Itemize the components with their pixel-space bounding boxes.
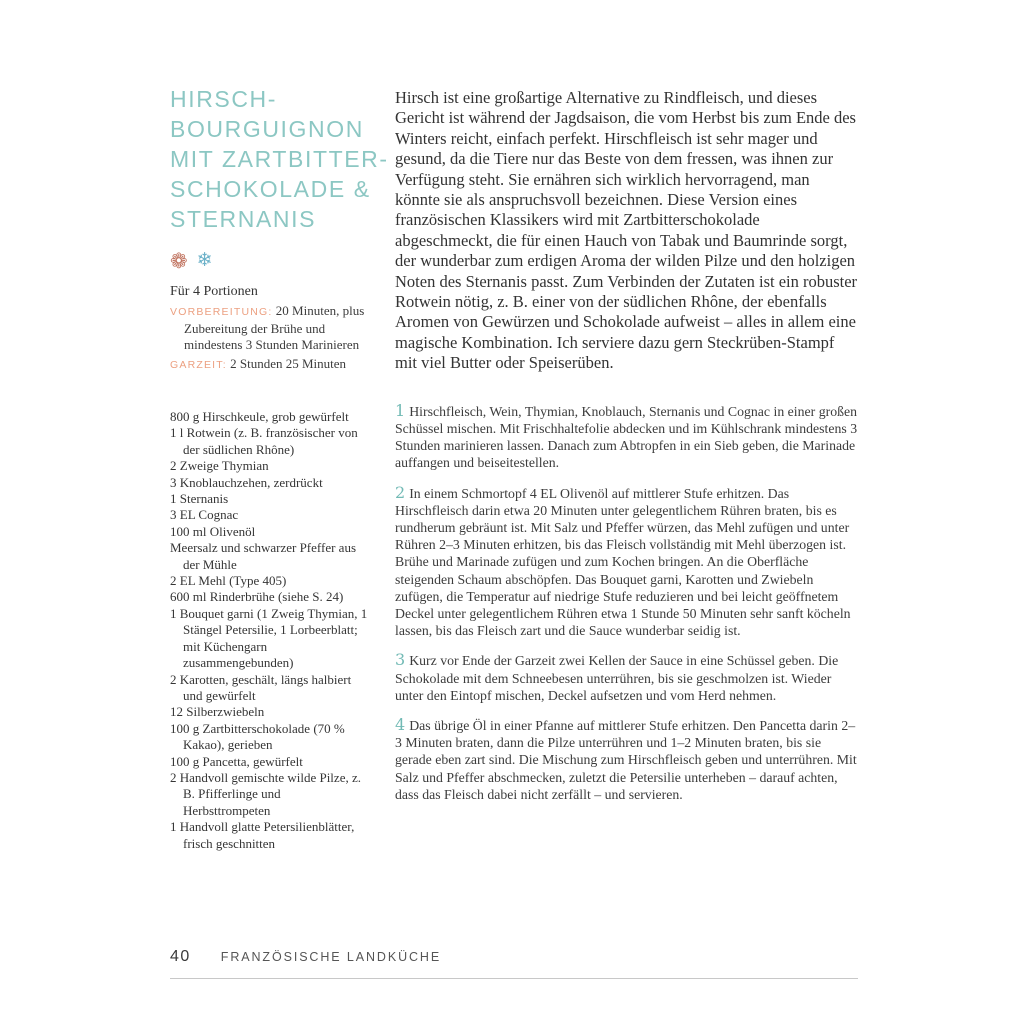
autumn-flower-icon: ❁ [170, 249, 188, 273]
recipe-title [170, 84, 389, 234]
ingredient-item: Meersalz und schwarzer Pfeffer aus der Mühle [170, 540, 357, 572]
ingredient-item: 3 EL Cognac [170, 507, 239, 523]
ingredient-item: 1 l Rotwein (z. B. französischer von der südlichen Rhône) [170, 425, 358, 457]
step-text: Das übrige Öl in einer Pfanne auf mittlerer Stufe erhitzen. Den Pancetta darin 2–3 Minuten braten, dann die Pilze unterrühren und 1–2 Minuten braten, bis sie gerade eben zart sind. Die Mischung zum Hirschfleisch geben und unterrühren. Mit Salz und Pfeffer abschmecken, zuletzt die Petersilie unterheben – darauf achten, dass das Fleisch dabei nicht zerfällt – und servieren. [395, 717, 857, 802]
title-line: MIT ZARTBITTER- [170, 146, 389, 172]
cook-text: 2 Stunden 25 Minuten [226, 355, 347, 371]
ingredient-item: 1 Sternanis [170, 491, 229, 507]
ingredient-item: 600 ml Rinderbrühe (siehe S. 24) [170, 589, 344, 605]
prep-label: VORBEREITUNG: [170, 306, 273, 318]
ingredient-item: 800 g Hirschkeule, grob gewürfelt [170, 409, 349, 424]
season-icons [170, 250, 370, 272]
step-number: 3 [395, 650, 406, 670]
prep-text: 20 Minuten, plus Zubereitung der Brühe und mindestens 3 Stunden Marinieren [184, 303, 365, 352]
ingredient-list [170, 409, 370, 852]
title-line: BOURGUIGNON [170, 116, 364, 142]
step-number: 2 [395, 482, 406, 502]
cook-time [170, 356, 370, 374]
ingredient-item: 2 Handvoll gemischte wilde Pilze, z. B. Pfifferlinge und Herbsttrompeten [170, 769, 361, 818]
ingredient-item: 3 Knoblauchzehen, zerdrückt [170, 474, 323, 490]
recipe-step [395, 716, 858, 803]
ingredient-item: 1 Bouquet garni (1 Zweig Thymian, 1 Stängel Petersilie, 1 Lorbeerblatt; mit Küchengarn zusammengebunden) [170, 605, 368, 671]
recipe-step [395, 484, 858, 640]
cook-label: GARZEIT: [170, 358, 227, 371]
page-footer [170, 948, 858, 979]
ingredient-item: 2 Zweige Thymian [170, 458, 269, 474]
ingredient-item: 2 EL Mehl (Type 405) [170, 573, 287, 589]
title-line: STERNANIS [170, 206, 317, 232]
ingredient-item: 2 Karotten, geschält, längs halbiert und gewürfelt [170, 671, 352, 703]
recipe-steps [395, 402, 858, 803]
title-line: SCHOKOLADE & [170, 176, 371, 202]
title-line: HIRSCH- [170, 86, 278, 112]
ingredient-item: 12 Silberzwiebeln [170, 704, 265, 720]
snowflake-icon: ❄ [196, 250, 213, 271]
recipe-step [395, 651, 858, 704]
step-text: In einem Schmortopf 4 EL Olivenöl auf mittlerer Stufe erhitzen. Das Hirschfleisch darin etwa 20 Minuten unter gelegentlichem Rühren braten, bis es rundherum gebräunt ist. Mit Salz und Pfeffer würzen, das Mehl zufügen und unter Rühren 2–3 Minuten erhitzen, bis das Fleisch vollständig mit Mehl überzogen ist. Brühe und Marinade zufügen und zum Kochen bringen. An die Oberfläche steigenden Schaum abschöpfen. Das Bouquet garni, Karotten und Zwiebeln zufügen, die Temperatur auf niedrige Stufe reduzieren und bei leicht geöffnetem Deckel unter gelegentlichem Rühren etwa 1 Stunde 50 Minuten sehr sanft köcheln lassen, bis das Fleisch zart und die Sauce wunderbar seidig ist. [395, 485, 851, 639]
step-text: Kurz vor Ende der Garzeit zwei Kellen der Sauce in eine Schüssel geben. Die Schokolade mit dem Schneebesen unterrühren, bis sie geschmolzen ist. Wieder unter den Eintopf mischen, Deckel aufsetzen und vom Herd nehmen. [395, 653, 839, 703]
book-title: FRANZÖSISCHE LANDKÜCHE [220, 950, 442, 964]
prep-time [170, 303, 370, 354]
step-text: Hirschfleisch, Wein, Thymian, Knoblauch, Sternanis und Cognac in einer großen Schüssel mischen. Mit Frischhaltefolie abdecken und im Kühlschrank mindestens 3 Stunden marinieren lassen. Danach zum Abtropfen in ein Sieb geben, die Marinade auffangen und beiseitestellen. [395, 403, 858, 471]
ingredient-item: 100 g Pancetta, gewürfelt [170, 753, 303, 769]
recipe-step [395, 402, 858, 472]
step-number: 4 [395, 714, 406, 734]
step-number: 1 [395, 400, 406, 420]
ingredient-item: 1 Handvoll glatte Petersilienblätter, frisch geschnitten [170, 819, 355, 851]
recipe-intro: Hirsch ist eine großartige Alternative zu Rindfleisch, und dieses Gericht ist während der Jagdsaison, die vom Herbst bis zum Ende des Winters reicht, einfach perfekt. Hirschfleisch ist sehr mager und gesund, da die Tiere nur das Beste von dem fressen, was ihnen zur Verfügung steht. Sie ernähren sich wirklich hervorragend, man könnte sie als anspruchsvoll bezeichnen. Diese Version eines französischen Klassikers wird mit Zartbitterschokolade abgeschmeckt, die für einen Hauch von Tabak und Baumrinde sorgt, der wunderbar zum erdigen Aroma der wilden Pilze und den holzigen Noten des Sternanis passt. Zum Verbinden der Zutaten ist ein robuster Rotwein nötig, z. B. einer von der südlichen Rhône, der ebenfalls Aromen von Gewürzen und Schokolade aufweist – alles in allem eine magische Kombination. Ich serviere dazu gern Steckrüben-Stampf mit viel Butter oder Speiserüben. [395, 88, 858, 373]
ingredient-item: 100 g Zartbitterschokolade (70 % Kakao), gerieben [170, 720, 345, 753]
servings-label: Für 4 Portionen [170, 284, 258, 299]
recipe-sidebar [170, 84, 389, 852]
page-number: 40 [170, 948, 191, 965]
ingredient-item: 100 ml Olivenöl [170, 523, 256, 539]
recipe-body [395, 88, 858, 815]
